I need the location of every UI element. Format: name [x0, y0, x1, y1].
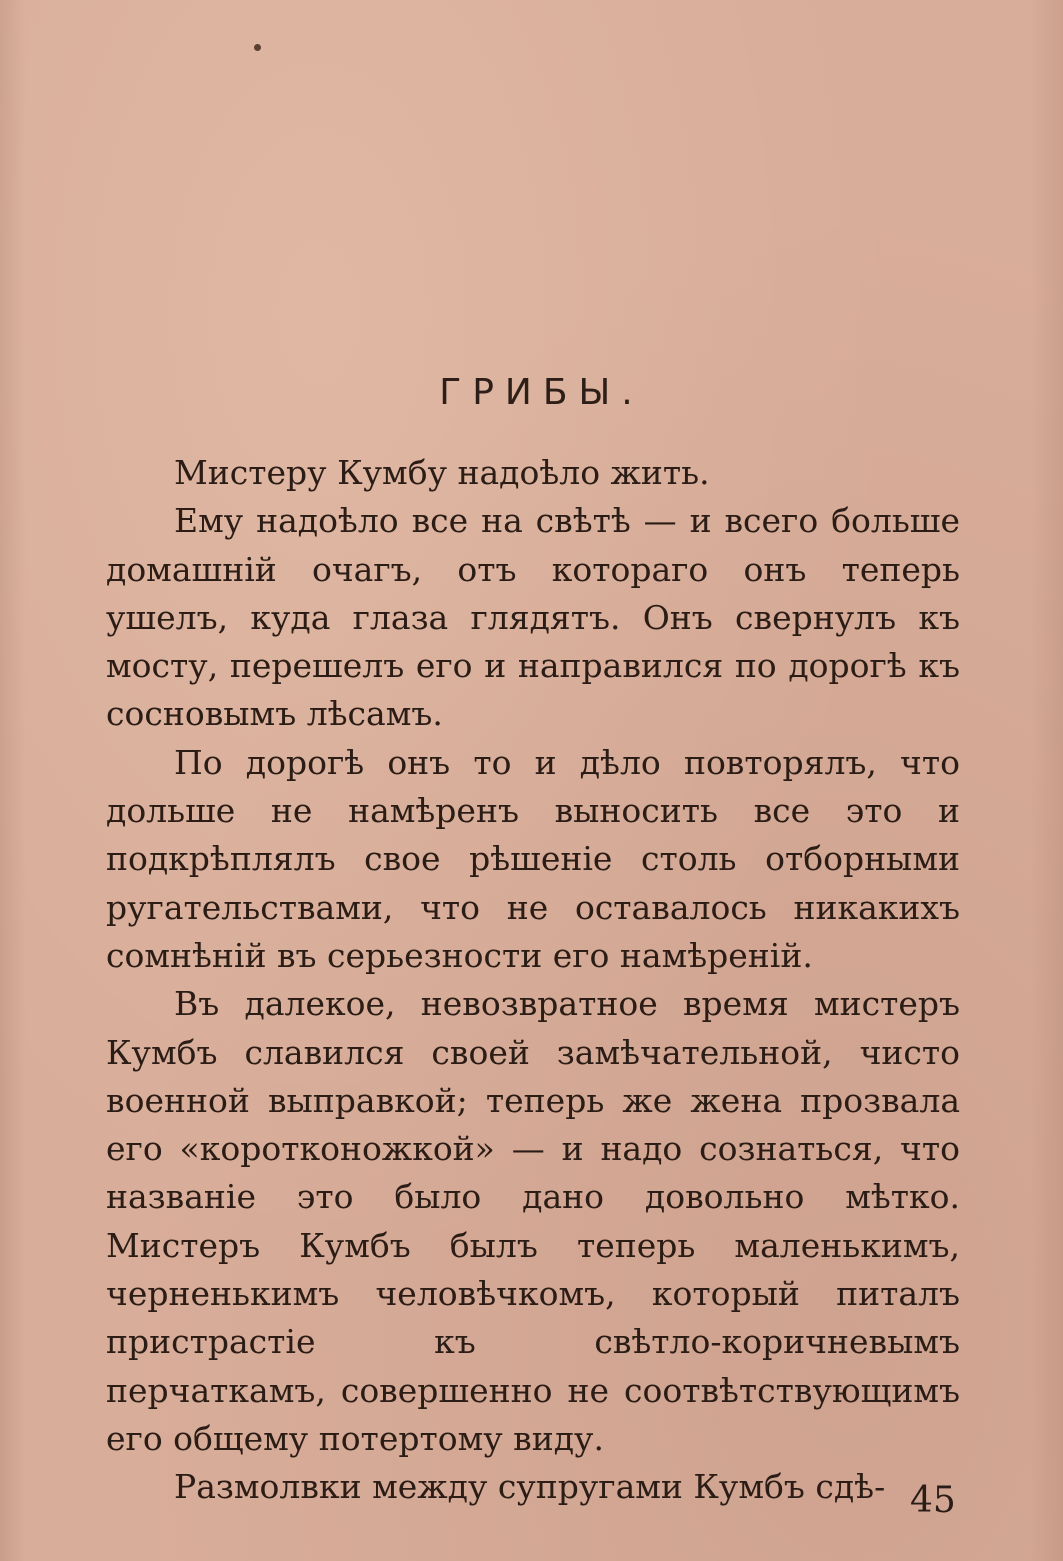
ink-speck	[254, 44, 261, 51]
paragraph: Мистеру Кумбу надоѣло жить.	[174, 453, 710, 492]
paragraph: По дорогѣ онъ то и дѣло повторялъ, что дольше не намѣренъ выносить все это и подкрѣплялъ свое рѣшеніе столь отборными ругательствами, что не оставалось никакихъ сомнѣній въ серьезности его намѣреній.	[106, 742, 960, 975]
paragraph: Размолвки между супругами Кумбъ сдѣ-	[174, 1467, 886, 1507]
page-number: 45	[910, 1480, 956, 1521]
paragraph: Ему надоѣло все на свѣтѣ — и всего больше домашній очагъ, отъ котораго онъ теперь ушелъ, куда глаза глядятъ. Онъ свернулъ къ мосту, перешелъ его и направился по дорогѣ къ сосновымъ лѣсамъ.	[106, 501, 960, 734]
chapter-heading: ГРИБЫ.	[439, 372, 644, 413]
paragraph: Въ далекое, невозвратное время мистеръ Кумбъ славился своей замѣчательной, чисто военной выправкой; теперь же жена прозвала его «коротконожкой» — и надо сознаться, что названіе это было дано довольно мѣтко. Мистеръ Кумбъ былъ теперь маленькимъ, черненькимъ человѣчкомъ, который питалъ пристрастіе къ свѣтло-коричневымъ перчаткамъ, совершенно не соотвѣтствующимъ его общему потертому виду.	[106, 984, 960, 1458]
body-text	[106, 449, 960, 1512]
show-through-from-previous-page	[105, 40, 965, 370]
